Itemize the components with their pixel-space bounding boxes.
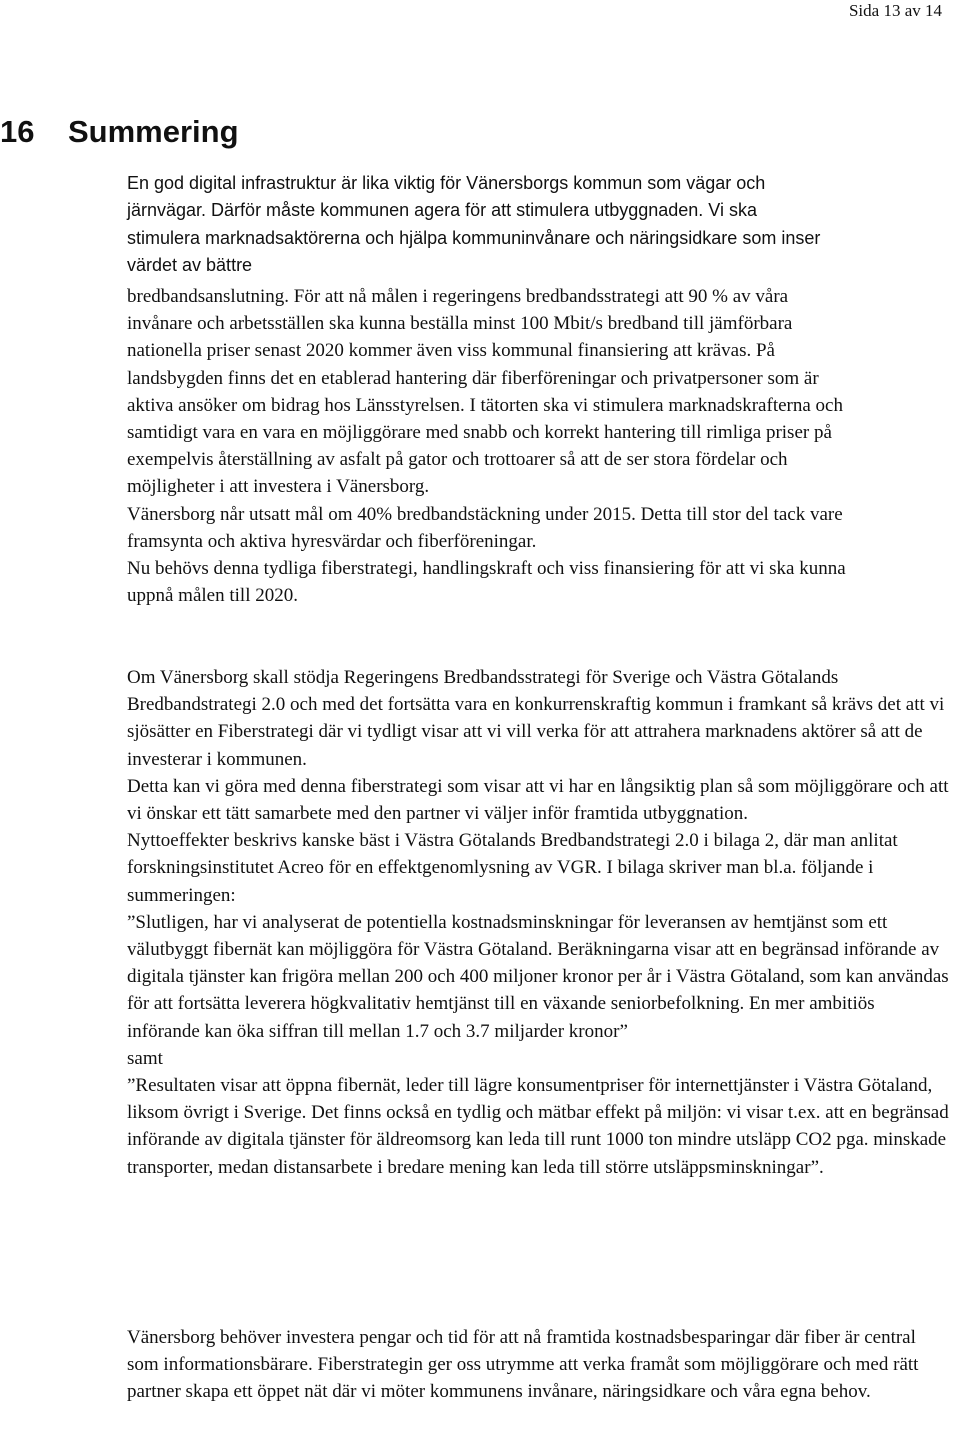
intro-paragraph: En god digital infrastruktur är lika viktig för Vänersborgs kommun som vägar och järnvägar. Därför måste kommunen agera för att stimulera utbyggnaden. Vi ska stimulera marknadsaktörerna och hjälpa kommuninvånare och näringsidkare som inser värdet av bättre xyxy=(127,173,821,275)
conjunction: samt xyxy=(127,1047,163,1069)
quote-2: ”Resultaten visar att öppna fibernät, leder till lägre konsumentpriser för internettjänster i Västra Götaland, liksom övrigt i Sverige. Det finns också en tydlig och mätbar effekt på miljön: vi visar t.ex. att en begränsad införande av digitala tjänster för äldreomsorg kan leda till runt 1000 ton mindre utsläpp CO2 pga. minskade transporter, medan distansarbete i bredare mening kan leda till större utsläppsminskningar”. xyxy=(127,1075,949,1178)
body-block-2 xyxy=(127,664,952,1181)
body-block-1 xyxy=(127,283,849,609)
paragraph-3: Nu behövs denna tydliga fiberstrategi, handlingskraft och viss finansiering för att vi ska kunna uppnå målen till 2020. xyxy=(127,558,846,607)
quote-1: ”Slutligen, har vi analyserat de potentiella kostnadsminskningar för leveransen av hemtjänst som ett välutbyggt fibernät kan möjliggöra för Västra Götaland. Beräkningarna visar att en begränsad införande av digitala tjänster kan frigöra mellan 200 och 400 miljoner kronor per år i Västra Götaland, som kan användas för att fortsätta leverera högkvalitativ hemtjänst till en växande seniorbefolkning. En mer ambitiös införande kan öka siffran till mellan 1.7 och 3.7 miljarder kronor” xyxy=(127,911,949,1042)
page-number: Sida 13 av 14 xyxy=(848,1,942,20)
body-block-3 xyxy=(127,1324,952,1406)
paragraph-5: Detta kan vi göra med denna fiberstrategi som visar att vi har en långsiktig plan så som möjliggörare och att vi önskar ett tätt samarbete med den partner vi väljer inför framtida utbyggnation. xyxy=(127,775,949,825)
section-heading xyxy=(0,112,239,152)
paragraph-4: Om Vänersborg skall stödja Regeringens Bredbandsstrategi för Sverige och Västra Götalands Bredbandstrategi 2.0 och med det fortsätta vara en konkurrenskraftig kommun i framkant så krävs det att vi sjösätter en Fiberstrategi där vi tydligt visar att vi vill verka för att attrahera marknadens aktörer så att de investerar i kommunen. xyxy=(127,667,945,770)
paragraph-2: Vänersborg når utsatt mål om 40% bredbandstäckning under 2015. Detta till stor del tack vare framsynta och aktiva hyresvärdar och fiberföreningar. xyxy=(127,503,843,552)
intro-block xyxy=(127,170,827,279)
section-title: Summering xyxy=(68,114,239,149)
paragraph-closing: Vänersborg behöver investera pengar och tid för att nå framtida kostnadsbesparingar där fiber är central som informationsbärare. Fiberstrategin ger oss utrymme att verka framåt som möjliggörare och med rätt partner skapa ett öppet nät där vi möter kommunens invånare, näringsidkare och våra egna behov. xyxy=(127,1327,919,1403)
paragraph-6: Nyttoeffekter beskrivs kanske bäst i Västra Götalands Bredbandstrategi 2.0 i bilaga 2, där man anlitat forskningsinstitutet Acreo för en effektgenomlysning av VGR. I bilaga skriver man bl.a. följande i summeringen: xyxy=(127,830,898,906)
section-number: 16 xyxy=(0,114,35,149)
paragraph-1: bredbandsanslutning. För att nå målen i regeringens bredbandsstrategi att 90 % av våra invånare och arbetsställen ska kunna beställa minst 100 Mbit/s bredband till jämförbara nationella priser senast 2020 kommer även viss kommunal finansiering att krävas. På landsbygden finns det en etablerad hantering där fiberföreningar och privatpersoner som är aktiva ansöker om bidrag hos Länsstyrelsen. I tätorten ska vi stimulera marknadskrafterna och samtidigt vara en vara en möjliggörare med snabb och korrekt hantering till rimliga priser på exempelvis återställning av asfalt på gator och trottoarer så att de ser stora fördelar och möjligheter i att investera i Vänersborg. xyxy=(127,286,843,498)
